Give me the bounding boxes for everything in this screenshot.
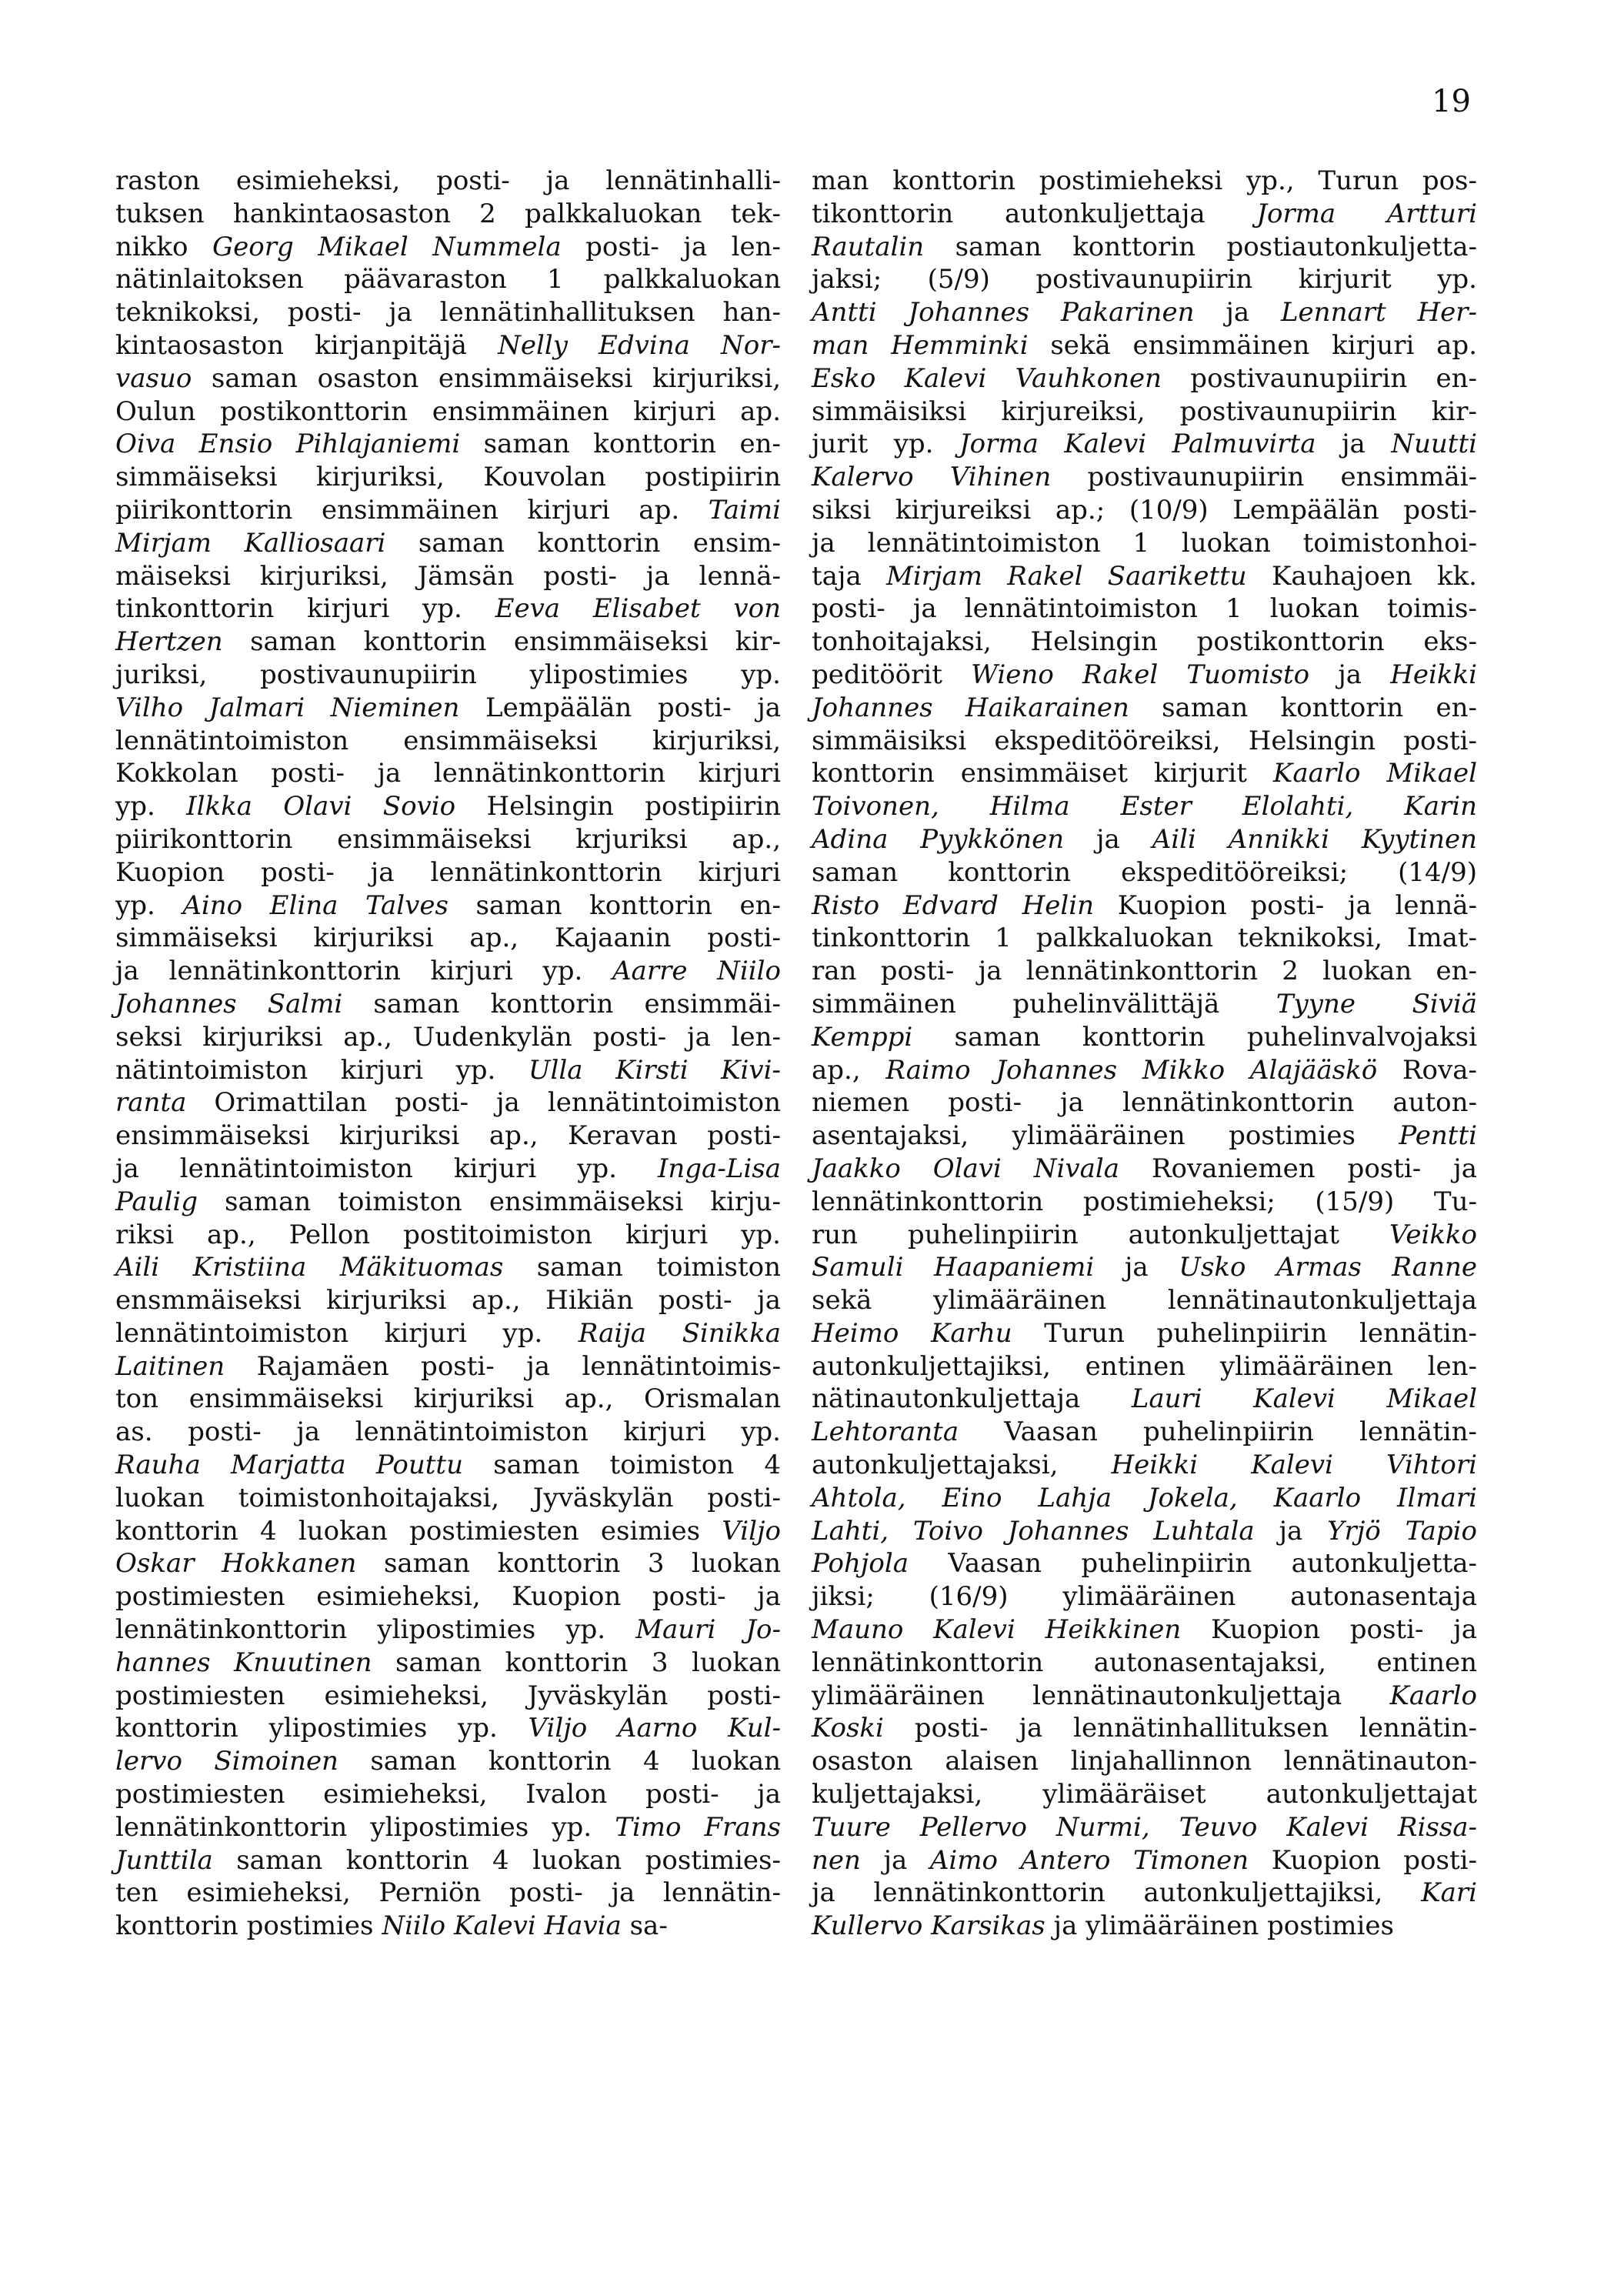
body-text: ja lennätinkonttorin kirjuri yp. — [115, 956, 612, 987]
body-text: ja — [1194, 297, 1281, 329]
person-name-text: Nuutti — [1391, 429, 1477, 460]
person-name-text: Mirjam Kalliosaari — [115, 527, 386, 559]
body-text: autonkuljettajaksi, — [812, 1450, 1112, 1481]
text-line — [115, 626, 781, 659]
text-line — [812, 889, 1477, 923]
text-line — [812, 1580, 1477, 1613]
body-text: ensimmäiseksi kirjuriksi ap., Keravan posti- — [115, 1120, 781, 1152]
person-name-text: Eeva Elisabet von — [495, 593, 781, 625]
person-name-text: Hertzen — [115, 626, 223, 658]
person-name-text: Aili Kristiina Mäkituomas — [115, 1252, 504, 1283]
body-text: postimiesten esimieheksi, Jyväskylän posti- — [115, 1680, 781, 1711]
person-name-text: Johannes Haikarainen — [812, 692, 1129, 723]
person-name-text: Jorma Kalevi Palmuvirta — [959, 429, 1316, 460]
text-line — [812, 1877, 1477, 1910]
text-line — [812, 263, 1477, 296]
body-text: ja — [1094, 1252, 1179, 1283]
body-text: Vaasan puhelinpiirin autonkuljetta- — [909, 1548, 1477, 1580]
body-text: ten esimieheksi, Perniön posti- ja lennätin- — [115, 1877, 781, 1909]
text-line — [812, 955, 1477, 988]
body-text: tonhoitajaksi, Helsingin postikonttorin eks- — [812, 626, 1477, 658]
text-line — [812, 1416, 1477, 1449]
text-line — [115, 1416, 781, 1449]
body-text: saman konttorin ekspeditööreiksi; (14/9) — [812, 856, 1477, 888]
body-text: luokan toimistonhoitajaksi, Jyväskylän posti- — [115, 1482, 781, 1513]
text-line — [115, 1119, 781, 1153]
body-text: nätintoimiston kirjuri yp. — [115, 1054, 529, 1086]
person-name-text: Usko Armas Ranne — [1179, 1252, 1477, 1283]
body-text: autonkuljettajiksi, entinen ylimääräinen len- — [812, 1350, 1477, 1382]
body-text: piirikonttorin ensimmäinen kirjuri ap. — [115, 494, 709, 526]
person-name-text: Mirjam Rakel Saarikettu — [886, 560, 1247, 592]
text-line — [115, 1021, 781, 1054]
body-text: saman toimiston 4 — [463, 1450, 782, 1481]
person-name-text: Kaarlo Mikael — [1272, 758, 1478, 789]
person-name-text: Taimi — [708, 494, 781, 526]
body-text: postimiesten esimieheksi, Kuopion posti- ja — [115, 1581, 781, 1613]
text-line — [115, 560, 781, 593]
text-line — [812, 395, 1477, 429]
body-text: Oulun postikonttorin ensimmäinen kirjuri ap. — [115, 395, 781, 427]
text-line — [812, 1647, 1477, 1680]
body-text: ylimääräinen lennätinautonkuljettaja — [812, 1680, 1390, 1711]
text-line — [115, 231, 781, 264]
text-line — [812, 1910, 1477, 1943]
body-text: konttorin ylipostimies yp. — [115, 1713, 529, 1744]
person-name-text: hannes Knuutinen — [115, 1647, 372, 1678]
person-name-text: Tuure Pellervo Nurmi, Teuvo Kalevi Rissa- — [812, 1811, 1477, 1843]
text-line — [115, 1086, 781, 1119]
body-text: saman konttorin en- — [460, 429, 781, 460]
body-text: ja lennätinkonttorin autonkuljettajiksi, — [812, 1877, 1422, 1909]
text-line — [812, 296, 1477, 329]
text-line — [115, 1613, 781, 1647]
body-text: niemen posti- ja lennätinkonttorin auton- — [812, 1087, 1477, 1119]
body-text: ensmmäiseksi kirjuriksi ap., Hikiän posti- ja — [115, 1285, 781, 1316]
body-text: yp. — [115, 791, 187, 823]
body-text: riksi ap., Pellon postitoimiston kirjuri yp. — [115, 1219, 781, 1250]
body-text: tikonttorin autonkuljettaja — [812, 198, 1257, 229]
text-line — [812, 1712, 1477, 1745]
person-name-text: Veikko — [1389, 1219, 1477, 1250]
body-text: Orimattilan posti- ja lennätintoimiston — [186, 1087, 781, 1119]
body-text: Kauhajoen kk. — [1246, 560, 1477, 592]
person-name-text: Toivonen, Hilma Ester Elolahti, Karin — [812, 791, 1477, 823]
text-line — [115, 1712, 781, 1745]
body-text: Kuopion posti- ja lennä- — [1094, 889, 1478, 921]
text-line — [115, 362, 781, 395]
person-name-text: Koski — [812, 1713, 884, 1744]
body-text: kintaosaston kirjanpitäjä — [115, 329, 499, 361]
body-text: saman toimiston — [503, 1252, 781, 1283]
body-text: tinkonttorin kirjuri yp. — [115, 593, 495, 625]
person-name-text: Kullervo Karsikas — [812, 1910, 1045, 1942]
person-name-text: Lennart Her- — [1280, 297, 1477, 329]
body-text: ja — [1309, 659, 1391, 690]
person-name-text: Lahti, Toivo Johannes Luhtala — [812, 1515, 1255, 1547]
person-name-text: vasuo — [115, 362, 192, 394]
text-line — [115, 1153, 781, 1186]
person-name-text: Heimo Karhu — [812, 1317, 1012, 1349]
person-name-text: Kalervo Vihinen — [812, 462, 1052, 493]
text-line — [115, 1745, 781, 1778]
text-line — [812, 1350, 1477, 1383]
text-line — [115, 198, 781, 231]
body-text: simmäiseksi kirjuriksi ap., Kajaanin posti- — [115, 923, 781, 954]
body-text: asentajaksi, ylimääräinen postimies — [812, 1120, 1399, 1152]
person-name-text: Aili Annikki Kyytinen — [1152, 823, 1477, 855]
person-name-text: Yrjö Tapio — [1327, 1515, 1477, 1547]
person-name-text: Tyyne Siviä — [1276, 988, 1477, 1019]
text-line — [812, 626, 1477, 659]
body-text: yp. — [115, 889, 183, 921]
person-name-text: Nelly Edvina Nor- — [498, 329, 781, 361]
person-name-text: Samuli Haapaniemi — [812, 1252, 1095, 1283]
body-text: sekä ylimääräinen lennätinautonkuljettaja — [812, 1285, 1477, 1316]
text-line — [812, 461, 1477, 494]
body-text: saman konttorin 4 luokan postimies- — [212, 1844, 781, 1876]
person-name-text: ranta — [115, 1087, 187, 1119]
body-text: Lempäälän posti- ja — [459, 692, 782, 723]
text-line — [812, 1383, 1477, 1416]
text-line — [812, 165, 1477, 198]
body-text: nätinautonkuljettaja — [812, 1383, 1132, 1415]
body-text: ap., — [812, 1054, 886, 1086]
text-line — [115, 329, 781, 362]
body-text: simmäisiksi ekspeditööreiksi, Helsingin posti- — [812, 725, 1477, 756]
text-line — [115, 1219, 781, 1252]
person-name-text: Kari — [1421, 1877, 1477, 1909]
text-line — [812, 659, 1477, 692]
body-text: Kuopion posti- — [1249, 1844, 1478, 1876]
text-line — [812, 362, 1477, 395]
text-line — [812, 1449, 1477, 1482]
text-line — [115, 856, 781, 889]
text-line — [115, 395, 781, 429]
body-text: konttorin ensimmäiset kirjurit — [812, 758, 1273, 789]
text-line — [812, 757, 1477, 790]
person-name-text: Wieno Rakel Tuomisto — [971, 659, 1310, 690]
text-line — [812, 1153, 1477, 1186]
text-line — [115, 692, 781, 725]
text-line — [115, 1251, 781, 1284]
text-line — [812, 1613, 1477, 1647]
text-line — [812, 1745, 1477, 1778]
text-line — [115, 659, 781, 692]
body-text: nätinlaitoksen päävaraston 1 palkkaluokan — [115, 264, 781, 295]
text-line — [115, 1680, 781, 1713]
body-text: lennätinkonttorin ylipostimies yp. — [115, 1614, 636, 1646]
person-name-text: Esko Kalevi Vauhkonen — [812, 362, 1162, 394]
body-text: saman konttorin 3 luokan — [372, 1647, 782, 1678]
person-name-text: Laitinen — [115, 1350, 225, 1382]
body-text: run puhelinpiirin autonkuljettajat — [812, 1219, 1389, 1250]
person-name-text: man Hemminki — [812, 329, 1029, 361]
body-text: ja — [1254, 1515, 1328, 1547]
body-text: Turun puhelinpiirin lennätin- — [1012, 1317, 1477, 1349]
person-name-text: Junttila — [115, 1844, 213, 1876]
text-line — [812, 725, 1477, 758]
person-name-text: Risto Edvard Helin — [812, 889, 1095, 921]
body-text: simmäisiksi kirjureiksi, postivaunupiirin kir- — [812, 395, 1477, 427]
body-text: juriksi, postivaunupiirin ylipostimies yp. — [115, 659, 781, 690]
text-line — [115, 790, 781, 823]
body-text: taja — [812, 560, 887, 592]
text-line — [115, 922, 781, 955]
body-text: piirikonttorin ensimmäiseksi krjuriksi ap., — [115, 823, 781, 855]
body-text: peditöörit — [812, 659, 972, 690]
person-name-text: nen — [812, 1844, 861, 1876]
text-line — [812, 1119, 1477, 1153]
person-name-text: Oskar Hokkanen — [115, 1548, 357, 1580]
text-line — [812, 1054, 1477, 1087]
text-line — [812, 1284, 1477, 1317]
person-name-text: Timo Frans — [615, 1811, 781, 1843]
person-name-text: lervo Simoinen — [115, 1746, 338, 1777]
text-line — [812, 592, 1477, 626]
body-text: ran posti- ja lennätinkonttorin 2 luokan en- — [812, 956, 1477, 987]
body-text: ja ylimääräinen postimies — [1045, 1910, 1394, 1942]
text-line — [115, 1482, 781, 1515]
body-text: saman konttorin ensim- — [385, 527, 781, 559]
text-line — [115, 988, 781, 1021]
body-text: tinkonttorin 1 palkkaluokan teknikoksi, Imat- — [812, 923, 1477, 954]
text-line — [115, 592, 781, 626]
body-text: lennätinkonttorin autonasentajaksi, entinen — [812, 1647, 1477, 1678]
body-text: lennätintoimiston ensimmäiseksi kirjuriksi, — [115, 725, 781, 756]
person-name-text: Rautalin — [812, 231, 925, 262]
person-name-text: Aimo Antero Timonen — [929, 1844, 1249, 1876]
body-text: seksi kirjuriksi ap., Uudenkylän posti- ja len- — [115, 1021, 781, 1053]
body-text: saman osaston ensimmäiseksi kirjuriksi, — [192, 362, 781, 394]
body-text: saman toimiston ensimmäiseksi kirju- — [198, 1186, 781, 1217]
text-line — [115, 757, 781, 790]
text-line — [115, 1811, 781, 1844]
text-line — [812, 1844, 1477, 1877]
person-name-text: Raimo Johannes Mikko Alajääskö — [885, 1054, 1378, 1086]
text-line — [115, 461, 781, 494]
body-text: saman konttorin 4 luokan — [338, 1746, 781, 1777]
body-text: posti- ja lennätinhallituksen lennätin- — [883, 1713, 1477, 1744]
person-name-text: Ilkka Olavi Sovio — [186, 791, 456, 823]
text-line — [115, 1186, 781, 1219]
body-text: Vaasan puhelinpiirin lennätin- — [959, 1416, 1477, 1448]
body-text: postimiesten esimieheksi, Ivalon posti- ja — [115, 1779, 781, 1810]
text-line — [115, 1877, 781, 1910]
body-text: jaksi; (5/9) postivaunupiirin kirjurit yp. — [812, 264, 1477, 295]
body-text: raston esimieheksi, posti- ja lennätinhalli- — [115, 165, 781, 196]
person-name-text: Pohjola — [812, 1548, 909, 1580]
text-line — [812, 1251, 1477, 1284]
body-text: man konttorin postimieheksi yp., Turun pos- — [812, 165, 1477, 196]
person-name-text: Kaarlo — [1389, 1680, 1477, 1711]
text-line — [115, 296, 781, 329]
text-line — [115, 527, 781, 560]
person-name-text: Oiva Ensio Pihlajaniemi — [115, 429, 461, 460]
text-line — [115, 725, 781, 758]
person-name-text: Mauri Jo- — [635, 1614, 781, 1646]
text-line — [812, 527, 1477, 560]
body-text: tuksen hankintaosaston 2 palkkaluokan tek- — [115, 198, 781, 229]
text-line — [812, 494, 1477, 527]
person-name-text: Paulig — [115, 1186, 198, 1217]
body-text: posti- ja len- — [561, 231, 781, 262]
body-text: ja lennätintoimiston kirjuri yp. — [115, 1153, 658, 1184]
text-line — [812, 988, 1477, 1021]
text-line — [115, 1383, 781, 1416]
text-line — [115, 263, 781, 296]
body-text: postivaunupiirin en- — [1162, 362, 1477, 394]
text-line — [115, 1580, 781, 1613]
text-line — [812, 922, 1477, 955]
body-text: as. posti- ja lennätintoimiston kirjuri yp. — [115, 1416, 781, 1448]
text-line — [812, 1811, 1477, 1844]
text-line — [115, 494, 781, 527]
body-text: ja — [1064, 823, 1152, 855]
text-line — [812, 1680, 1477, 1713]
person-name-text: Lauri Kalevi Mikael — [1131, 1383, 1478, 1415]
body-text: nikko — [115, 231, 212, 262]
person-name-text: Niilo Kalevi Havia — [382, 1910, 622, 1942]
body-text: osaston alaisen linjahallinnon lennätinauton- — [812, 1746, 1477, 1777]
body-text: lennätintoimiston kirjuri yp. — [115, 1317, 579, 1349]
text-line — [115, 1547, 781, 1580]
body-text: jiksi; (16/9) ylimääräinen autonasentaja — [812, 1581, 1477, 1613]
body-text: posti- ja lennätintoimiston 1 luokan toimis- — [812, 593, 1477, 625]
body-text: ja — [1316, 429, 1392, 460]
text-line — [115, 1844, 781, 1877]
text-line — [812, 1219, 1477, 1252]
body-text: simmäinen puhelinvälittäjä — [812, 988, 1276, 1019]
person-name-text: Jorma Artturi — [1256, 198, 1477, 229]
text-line — [115, 165, 781, 198]
body-text: saman konttorin ensimmäi- — [342, 988, 781, 1019]
person-name-text: Ulla Kirsti Kivi- — [528, 1054, 781, 1086]
body-text: saman konttorin ensimmäiseksi kir- — [222, 626, 781, 658]
right-column — [812, 165, 1477, 1943]
text-line — [812, 692, 1477, 725]
text-line — [115, 1350, 781, 1383]
body-text: sa- — [621, 1910, 668, 1942]
person-name-text: Heikki — [1390, 659, 1477, 690]
person-name-text: Johannes Salmi — [115, 988, 343, 1019]
text-line — [812, 231, 1477, 264]
text-line — [115, 889, 781, 923]
body-text: saman konttorin 3 luokan — [356, 1548, 781, 1580]
text-line — [812, 1086, 1477, 1119]
body-text: postivaunupiirin ensimmäi- — [1051, 462, 1477, 493]
text-line — [812, 823, 1477, 856]
body-text: kuljettajaksi, ylimääräiset autonkuljettajat — [812, 1779, 1477, 1810]
text-line — [115, 823, 781, 856]
person-name-text: Heikki Kalevi Vihtori — [1111, 1450, 1478, 1481]
text-line — [812, 198, 1477, 231]
text-line — [812, 1778, 1477, 1811]
body-text: Rovaniemen posti- ja — [1119, 1153, 1477, 1184]
text-line — [115, 1449, 781, 1482]
text-line — [812, 856, 1477, 889]
text-line — [115, 1317, 781, 1350]
body-text: ja lennätintoimiston 1 luokan toimistonhoi- — [812, 527, 1477, 559]
person-name-text: Pentti — [1399, 1120, 1477, 1152]
body-text: Kokkolan posti- ja lennätinkonttorin kirjuri — [115, 758, 781, 789]
body-text: simmäiseksi kirjuriksi, Kouvolan postipiirin — [115, 462, 781, 493]
body-text: Kuopion posti- ja lennätinkonttorin kirjuri — [115, 856, 781, 888]
body-text: jurit yp. — [812, 429, 959, 460]
body-text: saman konttorin en- — [448, 889, 781, 921]
text-line — [115, 955, 781, 988]
person-name-text: Georg Mikael Nummela — [212, 231, 562, 262]
text-line — [115, 1778, 781, 1811]
body-text: konttorin 4 luokan postimiesten esimies — [115, 1515, 722, 1547]
person-name-text: Rauha Marjatta Pouttu — [115, 1450, 463, 1481]
text-line — [115, 1647, 781, 1680]
person-name-text: Aino Elina Talves — [182, 889, 449, 921]
body-text: sekä ensimmäinen kirjuri ap. — [1028, 329, 1477, 361]
text-line — [812, 1021, 1477, 1054]
body-text: lennätinkonttorin postimieheksi; (15/9) Tu- — [812, 1186, 1477, 1217]
body-text: mäiseksi kirjuriksi, Jämsän posti- ja lennä- — [115, 560, 781, 592]
text-line — [812, 1317, 1477, 1350]
body-text: ja — [860, 1844, 930, 1876]
left-column — [115, 165, 781, 1943]
person-name-text: Mauno Kalevi Heikkinen — [812, 1614, 1182, 1646]
text-line — [812, 790, 1477, 823]
text-line — [812, 1482, 1477, 1515]
person-name-text: Ahtola, Eino Lahja Jokela, Kaarlo Ilmari — [812, 1482, 1477, 1513]
text-line — [115, 1054, 781, 1087]
text-line — [812, 1186, 1477, 1219]
body-text: saman konttorin en- — [1129, 692, 1477, 723]
body-text: konttorin postimies — [115, 1910, 382, 1942]
person-name-text: Viljo — [722, 1515, 781, 1547]
person-name-text: Aarre Niilo — [612, 956, 781, 987]
body-text: siksi kirjureiksi ap.; (10/9) Lempäälän posti- — [812, 494, 1477, 526]
body-text: Kuopion posti- ja — [1181, 1614, 1477, 1646]
body-text: Rova- — [1377, 1054, 1477, 1086]
text-line — [812, 1547, 1477, 1580]
person-name-text: Viljo Aarno Kul- — [528, 1713, 781, 1744]
body-text: Helsingin postipiirin — [455, 791, 781, 823]
person-name-text: Raija Sinikka — [578, 1317, 782, 1349]
body-text: Rajamäen posti- ja lennätintoimis- — [225, 1350, 781, 1382]
text-line — [115, 428, 781, 461]
text-line — [115, 1515, 781, 1548]
person-name-text: Kemppi — [812, 1021, 913, 1053]
person-name-text: Adina Pyykkönen — [812, 823, 1065, 855]
body-text: lennätinkonttorin ylipostimies yp. — [115, 1811, 615, 1843]
text-line — [812, 1515, 1477, 1548]
text-line — [115, 1910, 781, 1943]
body-text: saman konttorin postiautonkuljetta- — [924, 231, 1477, 262]
body-text: ton ensimmäiseksi kirjuriksi ap., Orismalan — [115, 1383, 781, 1415]
text-line — [812, 428, 1477, 461]
person-name-text: Jaakko Olavi Nivala — [812, 1153, 1120, 1184]
person-name-text: Vilho Jalmari Nieminen — [115, 692, 460, 723]
text-line — [812, 560, 1477, 593]
text-line — [115, 1284, 781, 1317]
body-text: saman konttorin puhelinvalvojaksi — [912, 1021, 1477, 1053]
body-text: teknikoksi, posti- ja lennätinhallituksen han- — [115, 297, 781, 329]
person-name-text: Antti Johannes Pakarinen — [812, 297, 1195, 329]
page-number: 19 — [1432, 84, 1471, 119]
text-line — [812, 329, 1477, 362]
person-name-text: Inga-Lisa — [657, 1153, 781, 1184]
person-name-text: Lehtoranta — [812, 1416, 959, 1448]
